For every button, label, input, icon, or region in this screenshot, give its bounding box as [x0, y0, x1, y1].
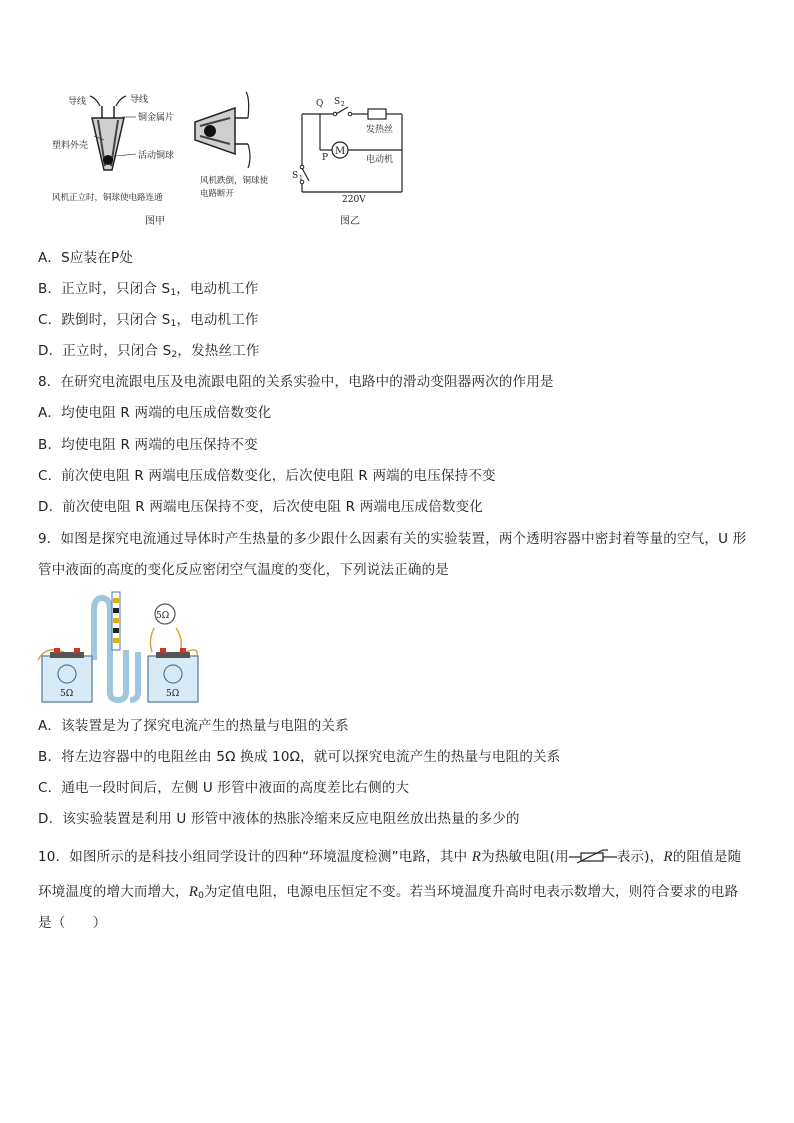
- caption-fall-2: 电路断开: [200, 189, 235, 199]
- q7-option-c-pre: C．跌倒时，只闭合 S: [38, 312, 171, 328]
- label-voltage: 220V: [342, 195, 366, 205]
- figure-yi-title: 图乙: [340, 216, 360, 227]
- q10-l1-c: 表示)，: [616, 849, 664, 865]
- q9-stem-line2: 管中液面的高度的变化反应密闭空气温度的变化，下列说法正确的是: [38, 562, 449, 578]
- q7-option-c-sub: 1: [170, 319, 177, 329]
- label-shell: 塑料外壳: [52, 141, 89, 151]
- q10-line2: [38, 883, 738, 905]
- figure-yi: [290, 92, 420, 232]
- q9-fig-r-right: 5Ω: [166, 689, 180, 699]
- figure-q9-apparatus: [36, 590, 206, 708]
- figure-jia-title: 图甲: [145, 216, 165, 227]
- q7-option-c: [38, 311, 259, 333]
- q10-l1-b: 为热敏电阻(用: [481, 849, 569, 865]
- label-ball: 活动铜球: [138, 151, 175, 161]
- q7-option-a: A．S应装在P处: [38, 250, 134, 266]
- label-heater: 发热丝: [366, 125, 394, 135]
- q10-l1-d: 的阻值是随: [672, 849, 742, 865]
- q8-stem: 8．在研究电流跟电压及电流跟电阻的关系实验中，电路中的滑动变阻器两次的作用是: [38, 374, 554, 390]
- q7-option-c-post: ，电动机工作: [176, 312, 259, 328]
- q9-option-d: D．该实验装置是利用 U 形管中液体的热胀冷缩来反应电阻丝放出热量的多少的: [38, 811, 520, 827]
- caption-upright: 风机正立时，铜球使电路连通: [52, 193, 163, 203]
- q9-fig-r-left: 5Ω: [60, 689, 74, 699]
- label-Q: Q: [316, 99, 324, 109]
- label-M: M: [335, 146, 346, 157]
- q7-option-d-post: ，发热丝工作: [177, 343, 260, 359]
- q9-option-a: A．该装置是为了探究电流产生的热量与电阻的关系: [38, 718, 349, 734]
- q8-option-d: D．前次使电阻 R 两端电压保持不变，后次使电阻 R 两端电压成倍数变化: [38, 499, 484, 515]
- label-S1-sub: 1: [299, 175, 303, 182]
- q7-option-d-pre: D．正立时，只闭合 S: [38, 343, 172, 359]
- q10-l2-b: 为定值电阻，电源电压恒定不变。若当环境温度升高时电表示数增大，则符合要求的电路: [204, 884, 739, 900]
- q9-option-c: C．通电一段时间后，左侧 U 形管中液面的高度差比右侧的大: [38, 780, 410, 796]
- figure-jia-drawing: [50, 88, 280, 233]
- label-S1: S: [292, 171, 299, 181]
- q10-l2-R0: R: [188, 884, 199, 900]
- q7-option-d: [38, 342, 260, 364]
- label-P: P: [322, 153, 329, 163]
- label-wire-right: 导线: [130, 95, 149, 105]
- q9-fig-r-top: 5Ω: [156, 611, 170, 621]
- q7-option-b-post: ，电动机工作: [176, 281, 259, 297]
- q7-option-b-sub: 1: [170, 288, 177, 298]
- q10-l1-R2: R: [663, 849, 673, 865]
- q10-line3: 是（ ）: [38, 915, 107, 931]
- label-copper: 铜金属片: [138, 113, 175, 123]
- q7-option-b: [38, 280, 258, 302]
- figure-yi-circuit: [290, 92, 420, 232]
- q9-stem-line1: 9．如图是探究电流通过导体时产生热量的多少跟什么因素有关的实验装置，两个透明容器中密封着等量的空气，U 形: [38, 531, 747, 547]
- label-S2-sub: 2: [341, 101, 345, 108]
- figure-jia: [50, 88, 280, 233]
- q10-l1-a: 10．如图所示的是科技小组同学设计的四种“环境温度检测”电路，其中: [38, 849, 472, 865]
- q10-l2-a: 环境温度的增大而增大，: [38, 884, 189, 900]
- q10-line1: [38, 848, 741, 866]
- thermistor-symbol-icon: [569, 848, 617, 864]
- figure-q9: [36, 590, 206, 708]
- q8-option-a: A．均使电阻 R 两端的电压成倍数变化: [38, 405, 272, 421]
- q7-option-b-pre: B．正立时，只闭合 S: [38, 281, 171, 297]
- q9-option-b: B．将左边容器中的电阻丝由 5Ω 换成 10Ω，就可以探究电流产生的热量与电阻的关系: [38, 749, 561, 765]
- q8-option-c: C．前次使电阻 R 两端电压成倍数变化，后次使电阻 R 两端的电压保持不变: [38, 468, 496, 484]
- q7-option-d-sub: 2: [171, 350, 178, 360]
- q10-l1-R: R: [471, 849, 482, 865]
- label-S2: S: [334, 97, 341, 107]
- q10-l2-R0-sub: 0: [198, 891, 205, 901]
- caption-fall-1: 风机跌倒，铜球使: [200, 176, 269, 186]
- q8-option-b: B．均使电阻 R 两端的电压保持不变: [38, 437, 258, 453]
- label-motor: 电动机: [366, 155, 394, 165]
- label-wire-left: 导线: [68, 97, 87, 107]
